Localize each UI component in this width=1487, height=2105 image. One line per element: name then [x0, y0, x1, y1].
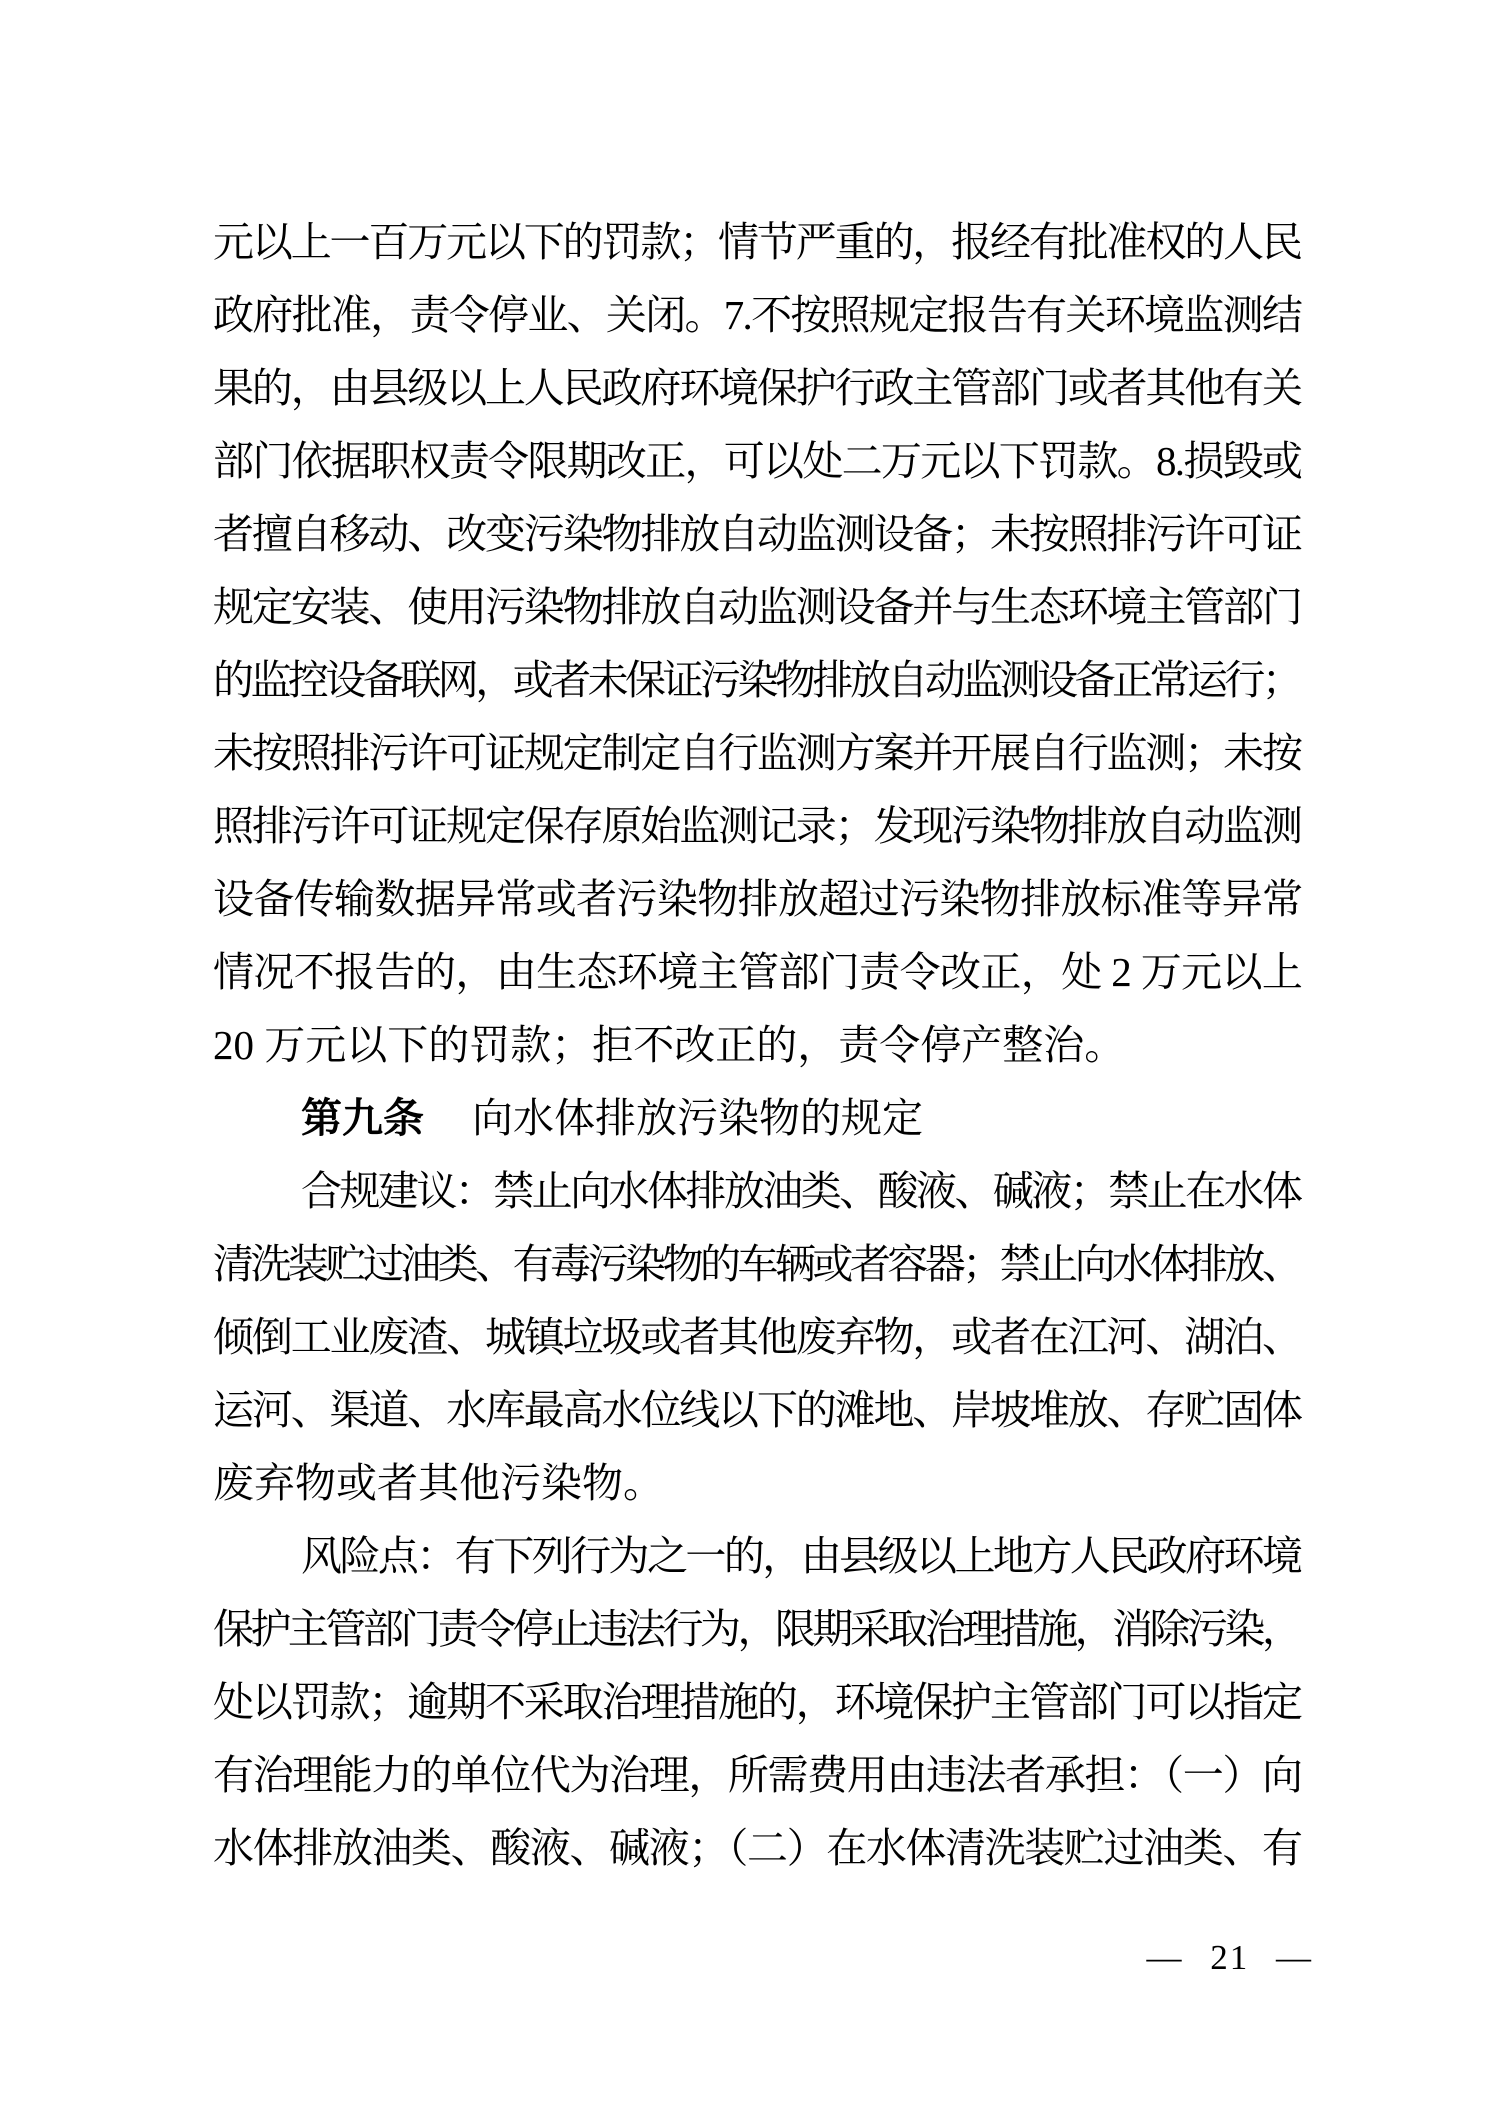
article-heading [213, 1082, 1303, 1155]
text-line-content: 运河、渠道、水库最高水位线以下的滩地、岸坡堆放、存贮固体 [213, 1387, 1301, 1433]
text-line-content: 未按照排污许可证规定制定自行监测方案并开展自行监测；未按 [213, 730, 1301, 776]
text-line [213, 936, 1303, 1009]
text-line-content: 的监控设备联网，或者未保证污染物排放自动监测设备正常运行； [213, 657, 1300, 703]
text-line [213, 644, 1303, 717]
text-line-content: 保护主管部门责令停止违法行为，限期采取治理措施，消除污染， [213, 1606, 1300, 1652]
text-line [213, 1593, 1303, 1666]
document-body [213, 206, 1303, 1885]
text-line [213, 1374, 1303, 1447]
text-line-content: 清洗装贮过油类、有毒污染物的车辆或者容器；禁止向水体排放、 [213, 1241, 1300, 1287]
text-line [213, 1447, 1303, 1520]
text-line [213, 1739, 1303, 1812]
text-line [213, 279, 1303, 352]
text-line [213, 717, 1303, 790]
text-line [213, 1301, 1303, 1374]
text-line [213, 1520, 1303, 1593]
text-line-content: 果的，由县级以上人民政府环境保护行政主管部门或者其他有关 [213, 365, 1301, 411]
text-line-content: 处以罚款；逾期不采取治理措施的，环境保护主管部门可以指定 [213, 1679, 1301, 1725]
text-line-content: 20 万元以下的罚款；拒不改正的，责令停产整治。 [213, 1022, 1126, 1068]
text-line [213, 571, 1303, 644]
text-line-content: 设备传输数据异常或者污染物排放超过污染物排放标准等异常 [213, 876, 1303, 922]
text-line-content: 部门依据职权责令限期改正，可以处二万元以下罚款。8.损毁或 [213, 438, 1302, 484]
text-line [213, 863, 1303, 936]
text-line [213, 1228, 1303, 1301]
text-line [213, 425, 1303, 498]
text-line [213, 1666, 1303, 1739]
text-line-content: 政府批准，责令停业、关闭。7.不按照规定报告有关环境监测结 [213, 292, 1302, 338]
text-line-content: 规定安装、使用污染物排放自动监测设备并与生态环境主管部门 [213, 584, 1301, 630]
text-line-content: 风险点：有下列行为之一的，由县级以上地方人民政府环境 [301, 1533, 1301, 1579]
text-line-content: 倾倒工业废渣、城镇垃圾或者其他废弃物，或者在江河、湖泊、 [213, 1314, 1301, 1360]
text-line [213, 1155, 1303, 1228]
text-line-content: 元以上一百万元以下的罚款；情节严重的，报经有批准权的人民 [213, 219, 1301, 265]
text-line-content: 合规建议：禁止向水体排放油类、酸液、碱液；禁止在水体 [301, 1168, 1301, 1214]
text-line [213, 1009, 1303, 1082]
text-line [213, 498, 1303, 571]
text-line [213, 352, 1303, 425]
text-line-content: 者擅自移动、改变污染物排放自动监测设备；未按照排污许可证 [213, 511, 1301, 557]
text-line [213, 206, 1303, 279]
text-line-content: 废弃物或者其他污染物。 [213, 1460, 664, 1506]
text-line-content: 有治理能力的单位代为治理，所需费用由违法者承担：（一）向 [213, 1752, 1302, 1798]
text-line-content: 情况不报告的，由生态环境主管部门责令改正，处 2 万元以上 [213, 949, 1303, 995]
text-line-content: 照排污许可证规定保存原始监测记录；发现污染物排放自动监测 [213, 803, 1301, 849]
article-title: 向水体排放污染物的规定 [472, 1095, 923, 1141]
page-number: — 21 — [1146, 1938, 1313, 1977]
article-number: 第九条 [301, 1095, 424, 1141]
text-line [213, 790, 1303, 863]
text-line [213, 1812, 1303, 1885]
text-line-content: 水体排放油类、酸液、碱液；（二）在水体清洗装贮过油类、有 [213, 1825, 1302, 1871]
